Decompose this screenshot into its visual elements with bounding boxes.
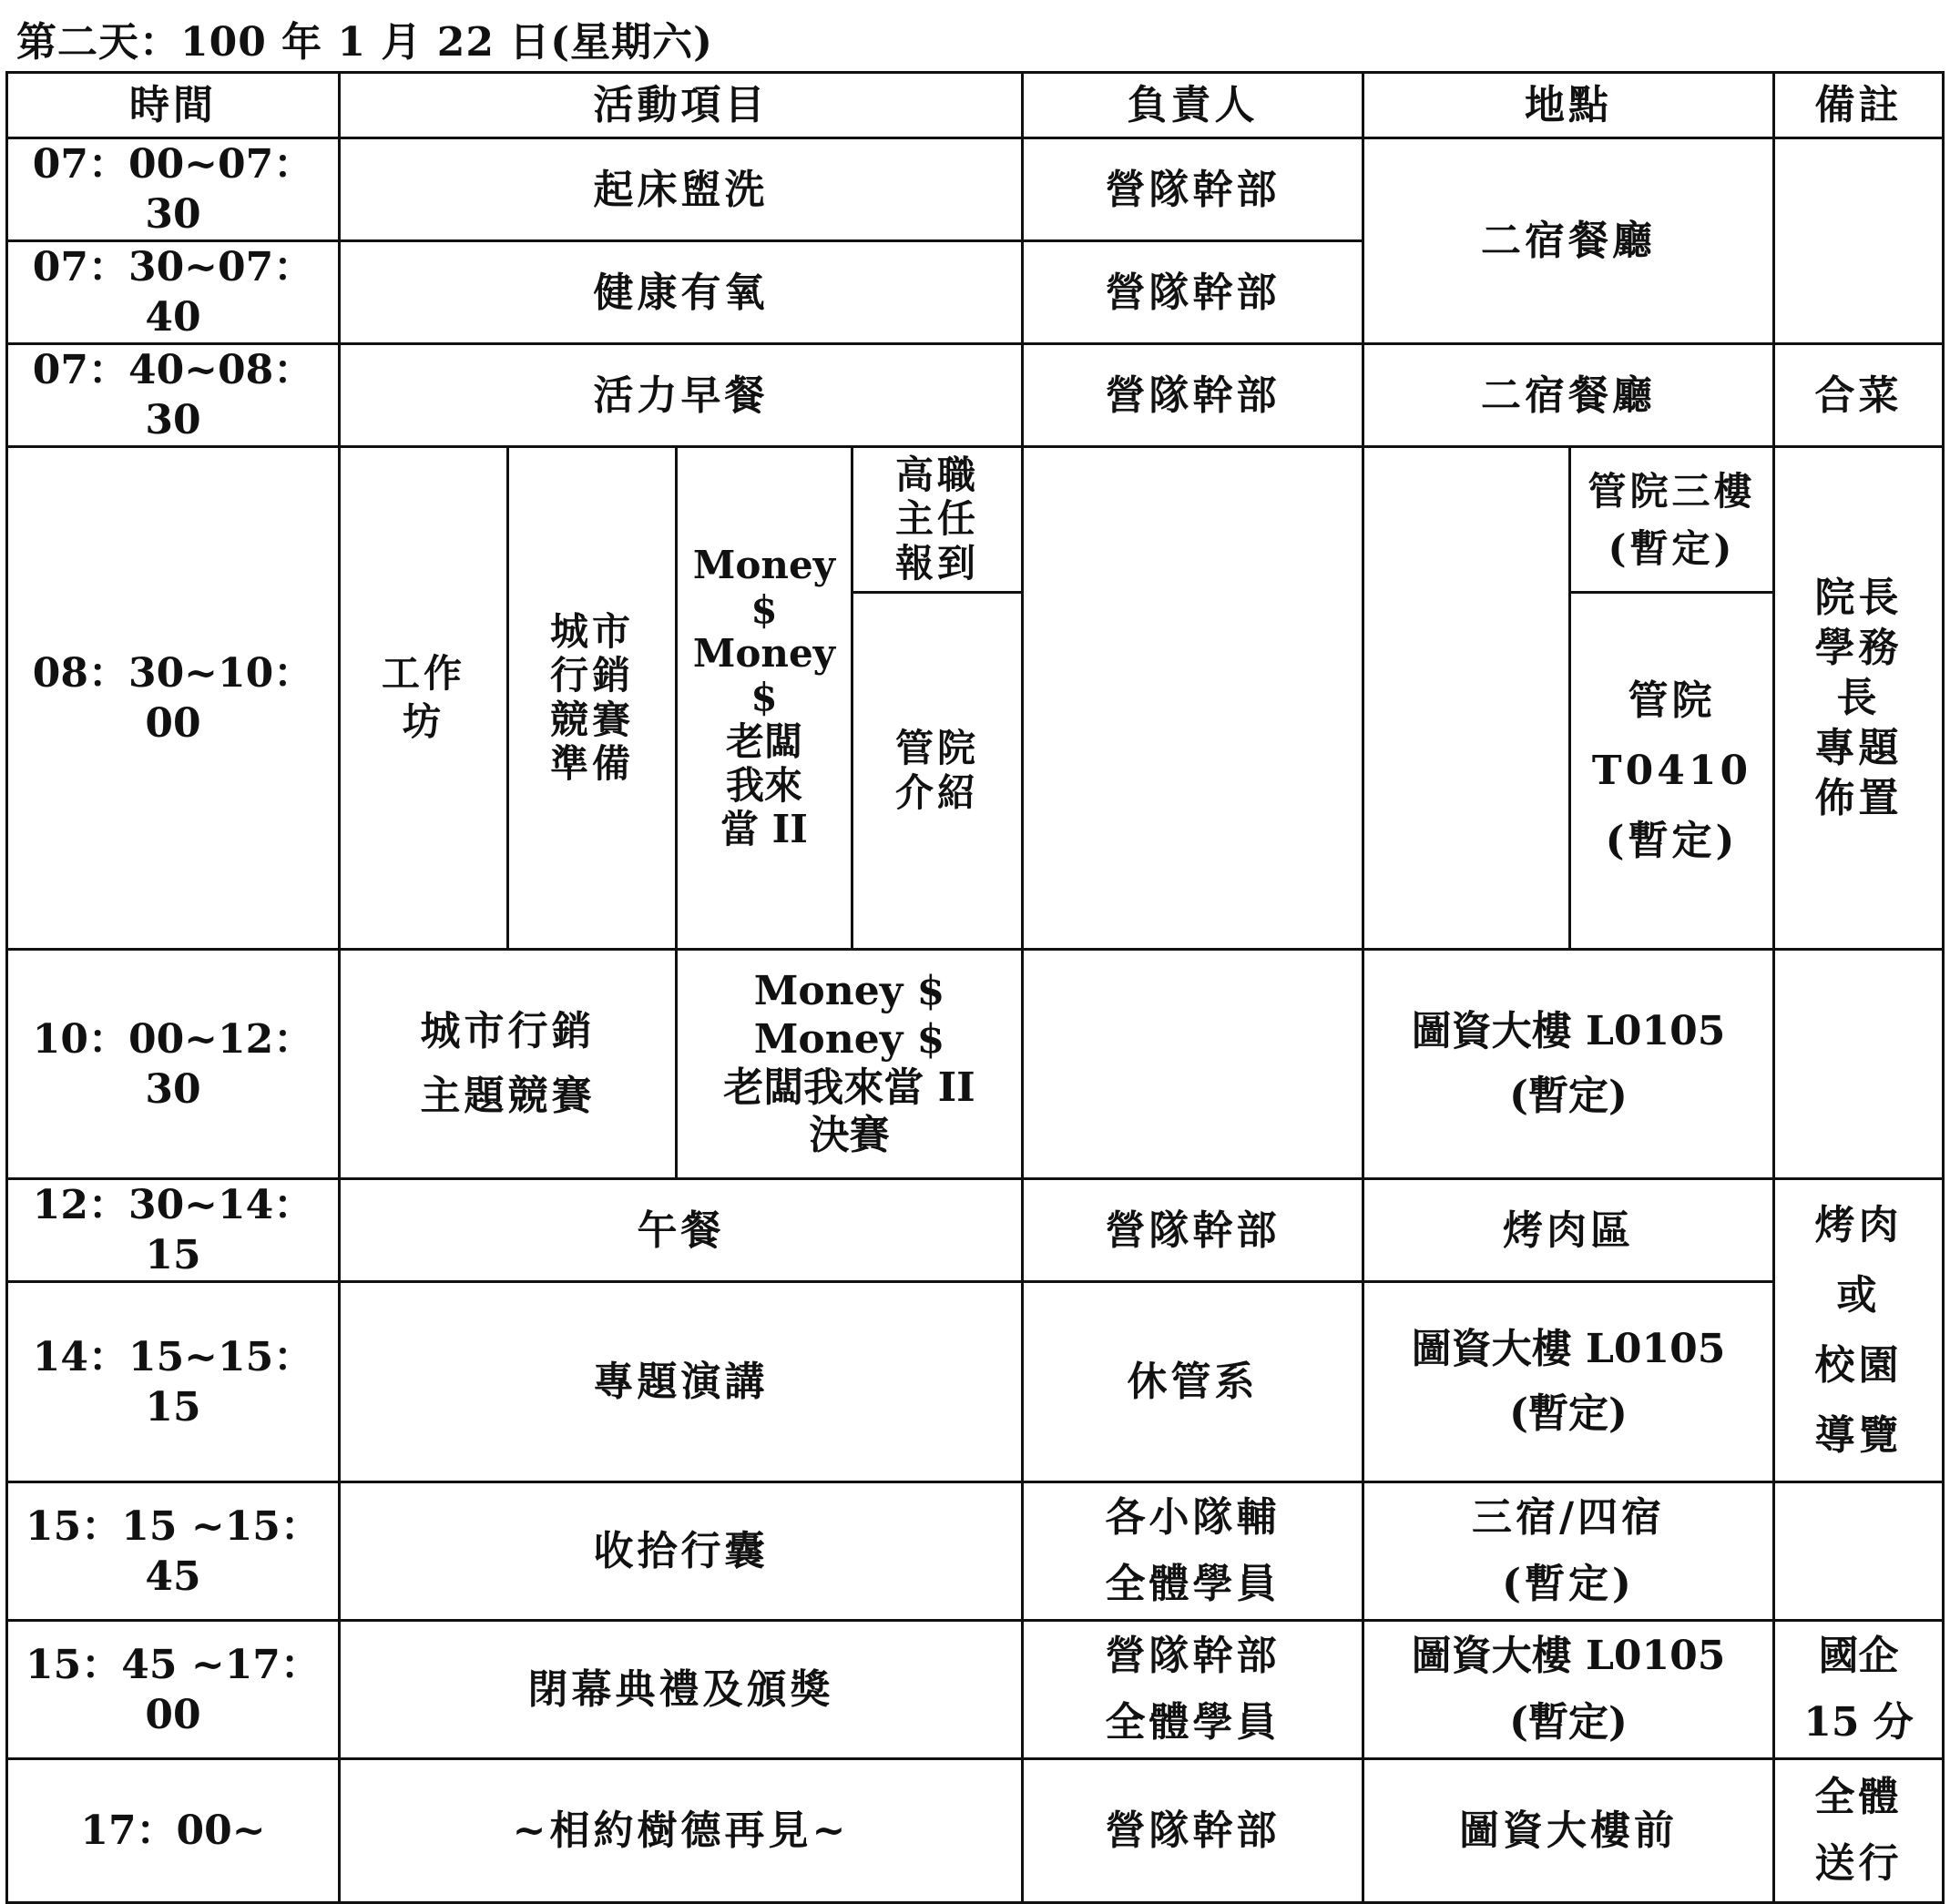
- activity-cell: 活力早餐: [340, 344, 1023, 447]
- table-row: [7, 1179, 1944, 1282]
- activity-cell: 收拾行囊: [340, 1482, 1023, 1621]
- table-row: [7, 1482, 1944, 1621]
- table-row: [7, 950, 1944, 1179]
- place-cell: 圖資大樓前: [1363, 1759, 1774, 1903]
- place-cell: 三宿/四宿 (暫定): [1363, 1482, 1774, 1621]
- table-row: [7, 138, 1944, 241]
- activity-cell: 午餐: [340, 1179, 1023, 1282]
- person-cell: 營隊幹部 全體學員: [1023, 1621, 1363, 1759]
- place-cell: 管院 T0410 (暫定): [1570, 593, 1774, 950]
- note-cell: [1774, 950, 1944, 1179]
- person-cell: 營隊幹部: [1023, 241, 1363, 344]
- person-cell: [1023, 447, 1363, 950]
- note-cell: [1774, 1482, 1944, 1621]
- activity-cell: ~相約樹德再見~: [340, 1759, 1023, 1903]
- person-cell: 休管系: [1023, 1282, 1363, 1482]
- table-row: [7, 344, 1944, 447]
- activity-cell: 健康有氧: [340, 241, 1023, 344]
- activity-cell: 城市 行銷 競賽 準備: [508, 447, 677, 950]
- place-cell: 管院三樓 (暫定): [1570, 447, 1774, 593]
- header-activity: 活動項目: [340, 73, 1023, 138]
- time-cell: 10：00~12：30: [7, 950, 340, 1179]
- note-cell: 合菜: [1774, 344, 1944, 447]
- header-note: 備註: [1774, 73, 1944, 138]
- table-row: [7, 1759, 1944, 1903]
- person-cell: 營隊幹部: [1023, 1759, 1363, 1903]
- person-cell: 營隊幹部: [1023, 344, 1363, 447]
- place-cell: 二宿餐廳: [1363, 138, 1774, 344]
- header-row: [7, 73, 1944, 138]
- person-cell: 各小隊輔 全體學員: [1023, 1482, 1363, 1621]
- header-time: 時間: [7, 73, 340, 138]
- place-cell: 二宿餐廳: [1363, 344, 1774, 447]
- header-place: 地點: [1363, 73, 1774, 138]
- place-cell: 烤肉區: [1363, 1179, 1774, 1282]
- time-cell: 12：30~14：15: [7, 1179, 340, 1282]
- schedule-table: [5, 71, 1945, 1904]
- table-row: [7, 1282, 1944, 1482]
- time-cell: 14：15~15：15: [7, 1282, 340, 1482]
- place-cell: 圖資大樓 L0105 (暫定): [1363, 1282, 1774, 1482]
- activity-cell: 高職 主任 報到: [852, 447, 1023, 593]
- activity-cell: Money $ Money $ 老闆我來當 II 決賽: [677, 950, 1023, 1179]
- note-cell: 全體 送行: [1774, 1759, 1944, 1903]
- person-cell: [1023, 950, 1363, 1179]
- place-cell: 圖資大樓 L0105 (暫定): [1363, 1621, 1774, 1759]
- note-cell: 院長 學務 長 專題 佈置: [1774, 447, 1944, 950]
- activity-cell: 專題演講: [340, 1282, 1023, 1482]
- header-person: 負責人: [1023, 73, 1363, 138]
- person-cell: 營隊幹部: [1023, 1179, 1363, 1282]
- activity-cell: 起床盥洗: [340, 138, 1023, 241]
- person-cell: 營隊幹部: [1023, 138, 1363, 241]
- time-cell: 15：45 ~17：00: [7, 1621, 340, 1759]
- table-row: [7, 1621, 1944, 1759]
- activity-cell: 閉幕典禮及頒獎: [340, 1621, 1023, 1759]
- page-title: 第二天：100 年 1 月 22 日(星期六): [16, 19, 713, 66]
- activity-cell: 工作 坊: [340, 447, 508, 950]
- activity-cell: 城市行銷 主題競賽: [340, 950, 677, 1179]
- time-cell: 17：00~: [7, 1759, 340, 1903]
- table-row: [7, 447, 1944, 593]
- place-cell: 圖資大樓 L0105 (暫定): [1363, 950, 1774, 1179]
- note-cell: [1774, 138, 1944, 344]
- time-cell: 07：30~07：40: [7, 241, 340, 344]
- time-cell: 07：40~08：30: [7, 344, 340, 447]
- note-cell: 國企 15 分: [1774, 1621, 1944, 1759]
- time-cell: 15：15 ~15：45: [7, 1482, 340, 1621]
- note-cell: 烤肉 或 校園 導覽: [1774, 1179, 1944, 1482]
- place-cell: [1363, 447, 1570, 950]
- time-cell: 08：30~10：00: [7, 447, 340, 950]
- activity-cell: Money $ Money $ 老闆 我來 當 II: [677, 447, 852, 950]
- time-cell: 07：00~07：30: [7, 138, 340, 241]
- activity-cell: 管院 介紹: [852, 593, 1023, 950]
